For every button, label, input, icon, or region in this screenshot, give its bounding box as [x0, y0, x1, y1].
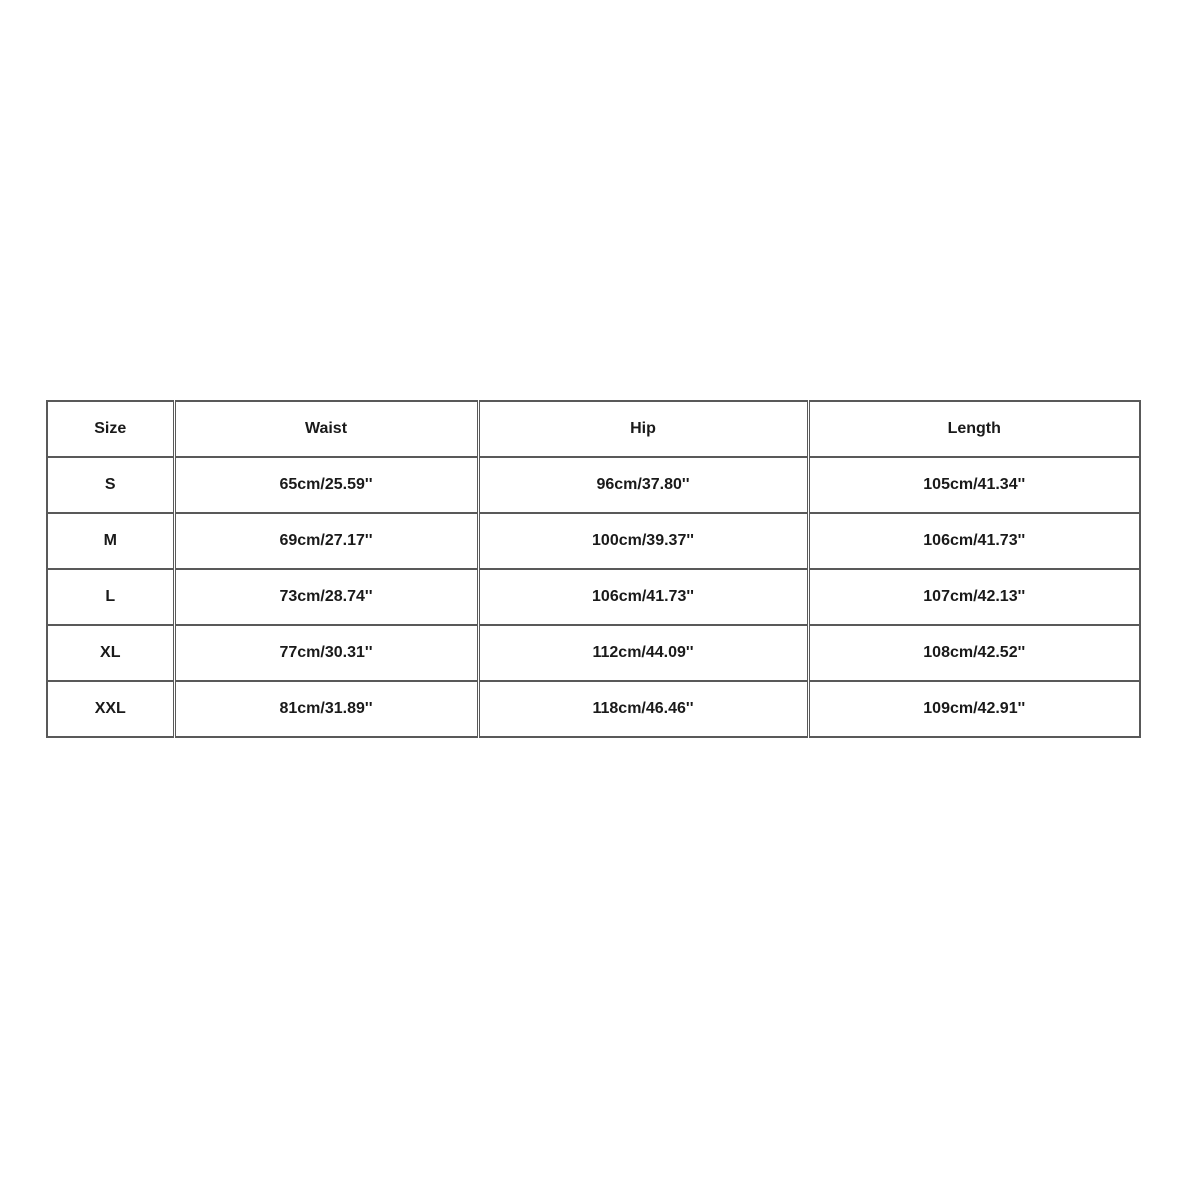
- cell-hip: 96cm/37.80'': [478, 457, 808, 513]
- cell-hip: 100cm/39.37'': [478, 513, 808, 569]
- cell-length: 107cm/42.13'': [808, 569, 1140, 625]
- header-size: Size: [47, 401, 174, 457]
- table-row: [47, 569, 1140, 625]
- header-waist: Waist: [174, 401, 478, 457]
- cell-waist: 73cm/28.74'': [174, 569, 478, 625]
- cell-waist: 69cm/27.17'': [174, 513, 478, 569]
- cell-hip: 106cm/41.73'': [478, 569, 808, 625]
- cell-waist: 77cm/30.31'': [174, 625, 478, 681]
- table-row: [47, 681, 1140, 737]
- size-chart-header: [47, 401, 1140, 457]
- table-row: [47, 457, 1140, 513]
- cell-hip: 112cm/44.09'': [478, 625, 808, 681]
- header-row: [47, 401, 1140, 457]
- cell-size: M: [47, 513, 174, 569]
- header-hip: Hip: [478, 401, 808, 457]
- cell-length: 105cm/41.34'': [808, 457, 1140, 513]
- cell-length: 106cm/41.73'': [808, 513, 1140, 569]
- size-chart-table: [46, 400, 1141, 738]
- cell-length: 109cm/42.91'': [808, 681, 1140, 737]
- table-row: [47, 513, 1140, 569]
- cell-size: XL: [47, 625, 174, 681]
- cell-hip: 118cm/46.46'': [478, 681, 808, 737]
- cell-size: XXL: [47, 681, 174, 737]
- cell-waist: 65cm/25.59'': [174, 457, 478, 513]
- cell-length: 108cm/42.52'': [808, 625, 1140, 681]
- table-row: [47, 625, 1140, 681]
- size-chart-body: [47, 457, 1140, 737]
- cell-size: L: [47, 569, 174, 625]
- cell-waist: 81cm/31.89'': [174, 681, 478, 737]
- cell-size: S: [47, 457, 174, 513]
- header-length: Length: [808, 401, 1140, 457]
